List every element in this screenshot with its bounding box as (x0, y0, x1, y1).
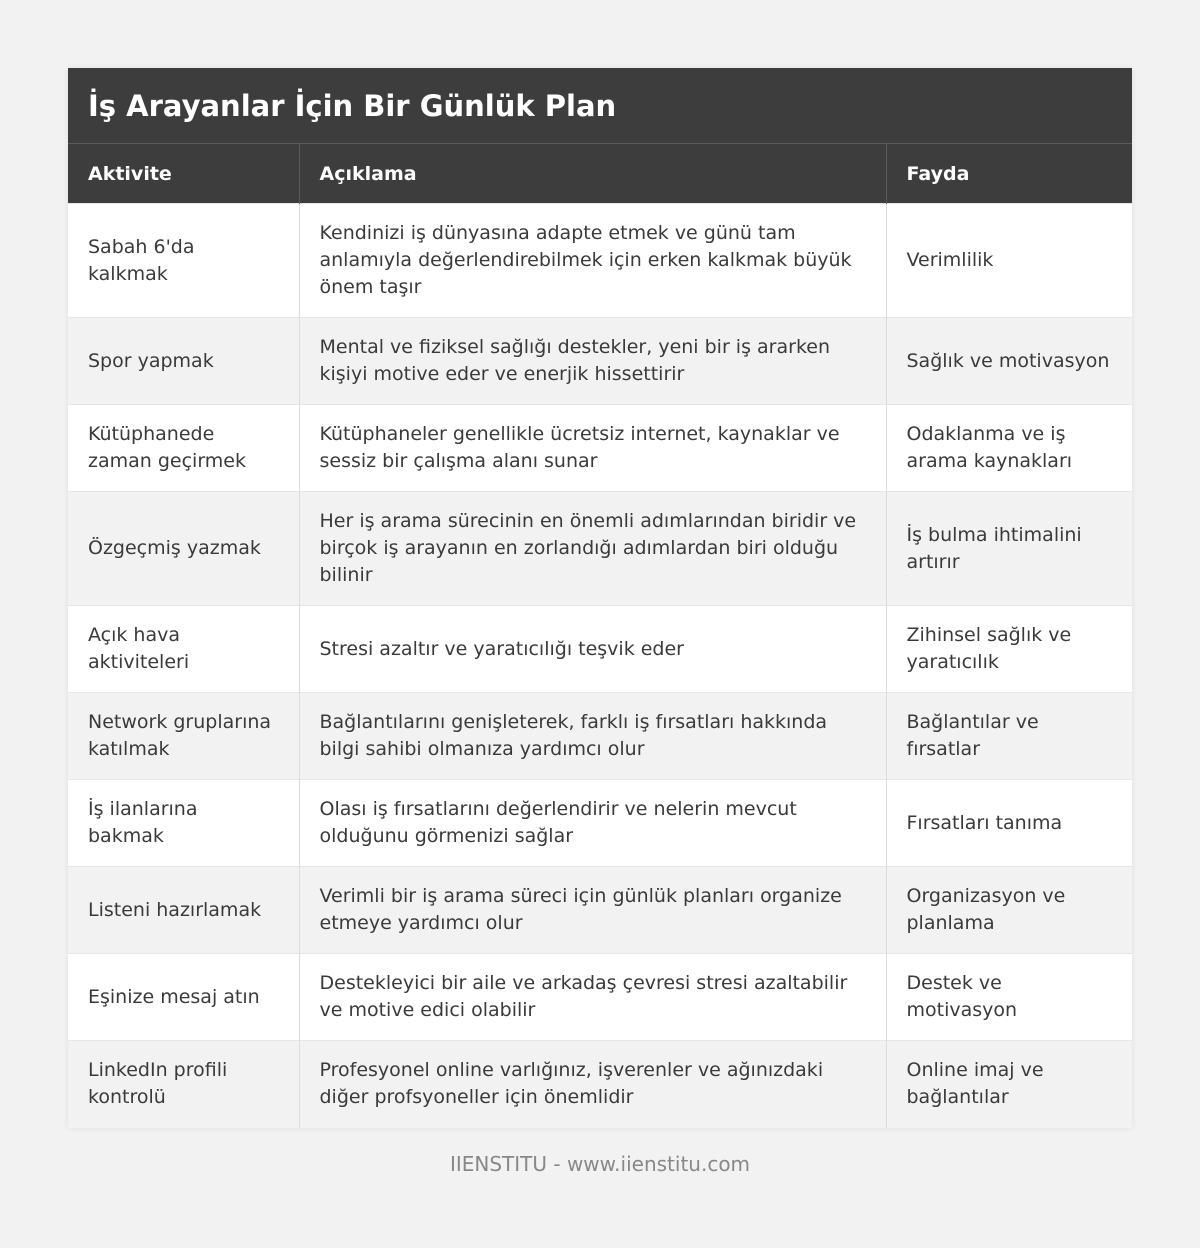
activity-cell: Eşinize mesaj atın (68, 954, 299, 1041)
benefit-cell: Fırsatları tanıma (886, 780, 1132, 867)
table-row (68, 693, 1132, 780)
plan-table (68, 144, 1132, 1128)
column-header-description: Açıklama (299, 144, 886, 204)
description-cell: Kütüphaneler genellikle ücretsiz internet, kaynaklar ve sessiz bir çalışma alanı sunar (299, 405, 886, 492)
benefit-cell: Online imaj ve bağlantılar (886, 1041, 1132, 1128)
plan-table-card (68, 68, 1132, 1128)
column-header-benefit: Fayda (886, 144, 1132, 204)
activity-cell: Açık hava aktiviteleri (68, 606, 299, 693)
activity-cell: Listeni hazırlamak (68, 867, 299, 954)
description-cell: Bağlantılarını genişleterek, farklı iş fırsatları hakkında bilgi sahibi olmanıza yardımcı olur (299, 693, 886, 780)
table-row (68, 606, 1132, 693)
table-row (68, 954, 1132, 1041)
table-row (68, 318, 1132, 405)
benefit-cell: Organizasyon ve planlama (886, 867, 1132, 954)
table-title: İş Arayanlar İçin Bir Günlük Plan (68, 68, 1132, 144)
description-cell: Stresi azaltır ve yaratıcılığı teşvik eder (299, 606, 886, 693)
activity-cell: Network gruplarına katılmak (68, 693, 299, 780)
table-row (68, 204, 1132, 318)
table-row (68, 1041, 1132, 1128)
activity-cell: Kütüphanede zaman geçirmek (68, 405, 299, 492)
benefit-cell: Sağlık ve motivasyon (886, 318, 1132, 405)
benefit-cell: Bağlantılar ve fırsatlar (886, 693, 1132, 780)
activity-cell: Özgeçmiş yazmak (68, 492, 299, 606)
benefit-cell: İş bulma ihtimalini artırır (886, 492, 1132, 606)
description-cell: Olası iş fırsatlarını değerlendirir ve nelerin mevcut olduğunu görmenizi sağlar (299, 780, 886, 867)
table-row (68, 867, 1132, 954)
table-row (68, 405, 1132, 492)
description-cell: Profesyonel online varlığınız, işverenler ve ağınızdaki diğer profsyoneller için önemlidir (299, 1041, 886, 1128)
description-cell: Mental ve fiziksel sağlığı destekler, yeni bir iş ararken kişiyi motive eder ve enerjik hissettirir (299, 318, 886, 405)
benefit-cell: Odaklanma ve iş arama kaynakları (886, 405, 1132, 492)
description-cell: Destekleyici bir aile ve arkadaş çevresi stresi azaltabilir ve motive edici olabilir (299, 954, 886, 1041)
column-header-activity: Aktivite (68, 144, 299, 204)
activity-cell: Spor yapmak (68, 318, 299, 405)
footer-credit: IIENSTITU - www.iienstitu.com (449, 1152, 751, 1176)
table-row (68, 780, 1132, 867)
table-row (68, 492, 1132, 606)
activity-cell: Sabah 6'da kalkmak (68, 204, 299, 318)
description-cell: Verimli bir iş arama süreci için günlük planları organize etmeye yardımcı olur (299, 867, 886, 954)
table-body (68, 204, 1132, 1128)
activity-cell: İş ilanlarına bakmak (68, 780, 299, 867)
benefit-cell: Verimlilik (886, 204, 1132, 318)
description-cell: Kendinizi iş dünyasına adapte etmek ve günü tam anlamıyla değerlendirebilmek için erken kalkmak büyük önem taşır (299, 204, 886, 318)
table-header (68, 144, 1132, 204)
benefit-cell: Zihinsel sağlık ve yaratıcılık (886, 606, 1132, 693)
activity-cell: LinkedIn profili kontrolü (68, 1041, 299, 1128)
description-cell: Her iş arama sürecinin en önemli adımlarından biridir ve birçok iş arayanın en zorlandığı adımlardan biri olduğu bilinir (299, 492, 886, 606)
benefit-cell: Destek ve motivasyon (886, 954, 1132, 1041)
